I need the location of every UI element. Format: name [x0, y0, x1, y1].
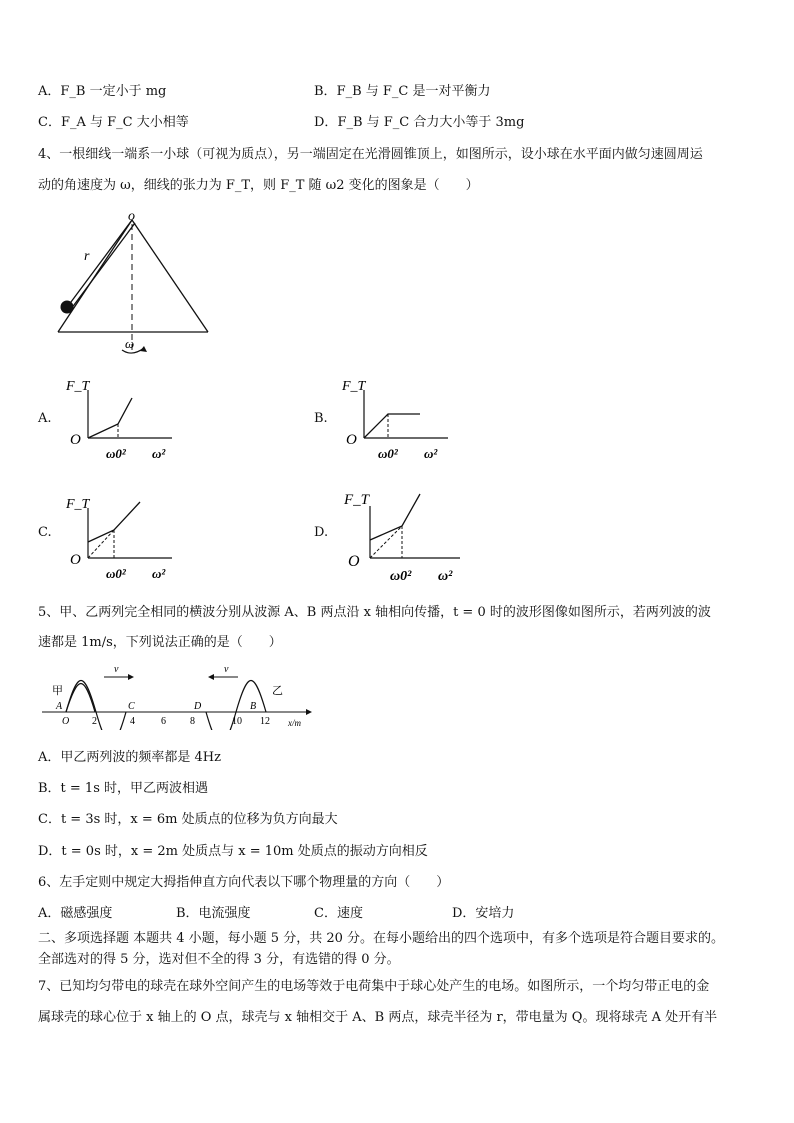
q5-option-b[interactable]: B．t = 1s 时，甲乙两波相遇: [38, 781, 209, 796]
graph-a-x0-label: ω0²: [106, 446, 126, 461]
graph-c-origin: O: [70, 552, 81, 568]
section2-header-line-1: 二、多项选择题 本题共 4 小题，每小题 5 分，共 20 分。在每小题给出的四个选项中，有多个选项是符合题目要求的。: [38, 931, 725, 946]
q3-option-c-text: F_A 与 F_C 大小相等: [60, 115, 189, 130]
q4-option-d-letter[interactable]: D.: [314, 525, 329, 540]
x-axis-arrow-icon: [306, 709, 312, 715]
q4-graph-c[interactable]: [60, 488, 180, 583]
wave-yi-velocity-label: v: [224, 664, 229, 675]
cone-apex-label: o: [128, 210, 135, 224]
q3-option-b[interactable]: B．F_B 与 F_C 是一对平衡力: [314, 84, 491, 99]
q4-graph-b[interactable]: [336, 372, 456, 467]
q7-stem-line-2: 属球壳的球心位于 x 轴上的 O 点，球壳与 x 轴相交于 A、B 两点，球壳半径为 r，带电量为 Q。现将球壳 A 处开有半: [38, 1010, 718, 1025]
tick-0: O: [62, 716, 70, 727]
q4-option-b-letter[interactable]: B.: [314, 411, 328, 426]
velocity-arrow-left-icon: [208, 674, 214, 680]
q5-option-c[interactable]: C．t = 3s 时，x = 6m 处质点的位移为负方向最大: [38, 812, 338, 827]
section2-header-line-2: 全部选对的得 5 分，选对但不全的得 3 分，有选错的得 0 分。: [38, 952, 400, 967]
graph-c-y-label: F_T: [66, 497, 90, 512]
graph-b-x-label: ω²: [424, 446, 438, 461]
q6-stem: 6、左手定则中规定大拇指伸直方向代表以下哪个物理量的方向（ ）: [38, 875, 450, 890]
tick-10: 10: [232, 716, 242, 727]
graph-d-y-label: F_T: [344, 492, 370, 508]
tick-2: 2: [92, 716, 97, 727]
point-d-label: D: [194, 701, 202, 712]
q3-option-c[interactable]: C．F_A 与 F_C 大小相等: [38, 115, 189, 130]
q3-option-b-text: F_B 与 F_C 是一对平衡力: [336, 84, 491, 99]
q6-option-d[interactable]: D．安培力: [452, 906, 515, 921]
graph-b-origin: O: [346, 432, 357, 448]
q5-option-d[interactable]: D．t = 0s 时，x = 2m 处质点与 x = 10m 处质点的振动方向相反: [38, 844, 428, 859]
q5-option-a[interactable]: A．甲乙两列波的频率都是 4Hz: [38, 750, 221, 765]
q5-stem-line-2: 速都是 1m/s，下列说法正确的是（ ）: [38, 635, 282, 650]
graph-b-y-label: F_T: [342, 379, 366, 394]
tick-6: 6: [161, 716, 166, 727]
x-axis-label: x/m: [288, 718, 301, 728]
rotation-arrow-icon: [140, 346, 147, 352]
q6-option-c[interactable]: C．速度: [314, 906, 363, 921]
graph-a-origin: O: [70, 432, 81, 448]
graph-a-x-label: ω²: [152, 446, 166, 461]
q5-stem-line-1: 5、甲、乙两列完全相同的横波分别从波源 A、B 两点沿 x 轴相向传播，t = 0 时的波形图像如图所示，若两列波的波: [38, 605, 711, 620]
q6-option-a[interactable]: A．磁感强度: [38, 906, 113, 921]
wave-jia-velocity-label: v: [114, 664, 119, 675]
q7-stem-line-1: 7、已知均匀带电的球壳在球外空间产生的电场等效于电荷集中于球心处产生的电场。如图所示，一个均匀带正电的金: [38, 979, 710, 994]
graph-b-x0-label: ω0²: [378, 446, 398, 461]
point-b-label: B: [250, 701, 257, 712]
q4-option-a-letter[interactable]: A.: [38, 411, 52, 426]
q6-option-b[interactable]: B．电流强度: [176, 906, 251, 921]
ball-icon: [61, 301, 74, 314]
string-length-label: r: [84, 249, 90, 264]
graph-c-x-label: ω²: [152, 566, 166, 581]
q3-option-d-text: F_B 与 F_C 合力大小等于 3mg: [337, 115, 525, 130]
point-c-label: C: [128, 701, 135, 712]
q4-option-c-letter[interactable]: C.: [38, 525, 52, 540]
q3-option-a-text: F_B 一定小于 mg: [60, 84, 167, 99]
q4-stem-line-2: 动的角速度为 ω，细线的张力为 F_T，则 F_T 随 ω2 变化的图象是（ ）: [38, 178, 479, 193]
q4-cone-figure: [48, 210, 218, 360]
tick-8: 8: [190, 716, 195, 727]
wave-yi-name: 乙: [272, 685, 283, 697]
graph-d-origin: O: [348, 553, 360, 570]
q5-wave-figure: [38, 660, 318, 730]
q3-option-d[interactable]: D．F_B 与 F_C 合力大小等于 3mg: [314, 115, 525, 130]
q4-stem-line-1: 4、一根细线一端系一小球（可视为质点），另一端固定在光滑圆锥顶上，如图所示，设小球在水平面内做匀速圆周运: [38, 147, 703, 162]
omega-label: ω: [125, 336, 135, 351]
wave-jia-name: 甲: [52, 685, 63, 697]
q4-graph-a[interactable]: [60, 372, 180, 467]
graph-d-x0-label: ω0²: [390, 569, 412, 584]
graph-d-x-label: ω²: [438, 569, 453, 584]
graph-a-y-label: F_T: [66, 379, 90, 394]
graph-c-x0-label: ω0²: [106, 566, 126, 581]
tick-12: 12: [260, 716, 270, 727]
point-a-label: A: [56, 701, 63, 712]
velocity-arrow-right-icon: [128, 674, 134, 680]
tick-4: 4: [130, 716, 135, 727]
q3-option-a[interactable]: A．F_B 一定小于 mg: [38, 84, 167, 99]
q4-graph-d[interactable]: [336, 484, 466, 584]
